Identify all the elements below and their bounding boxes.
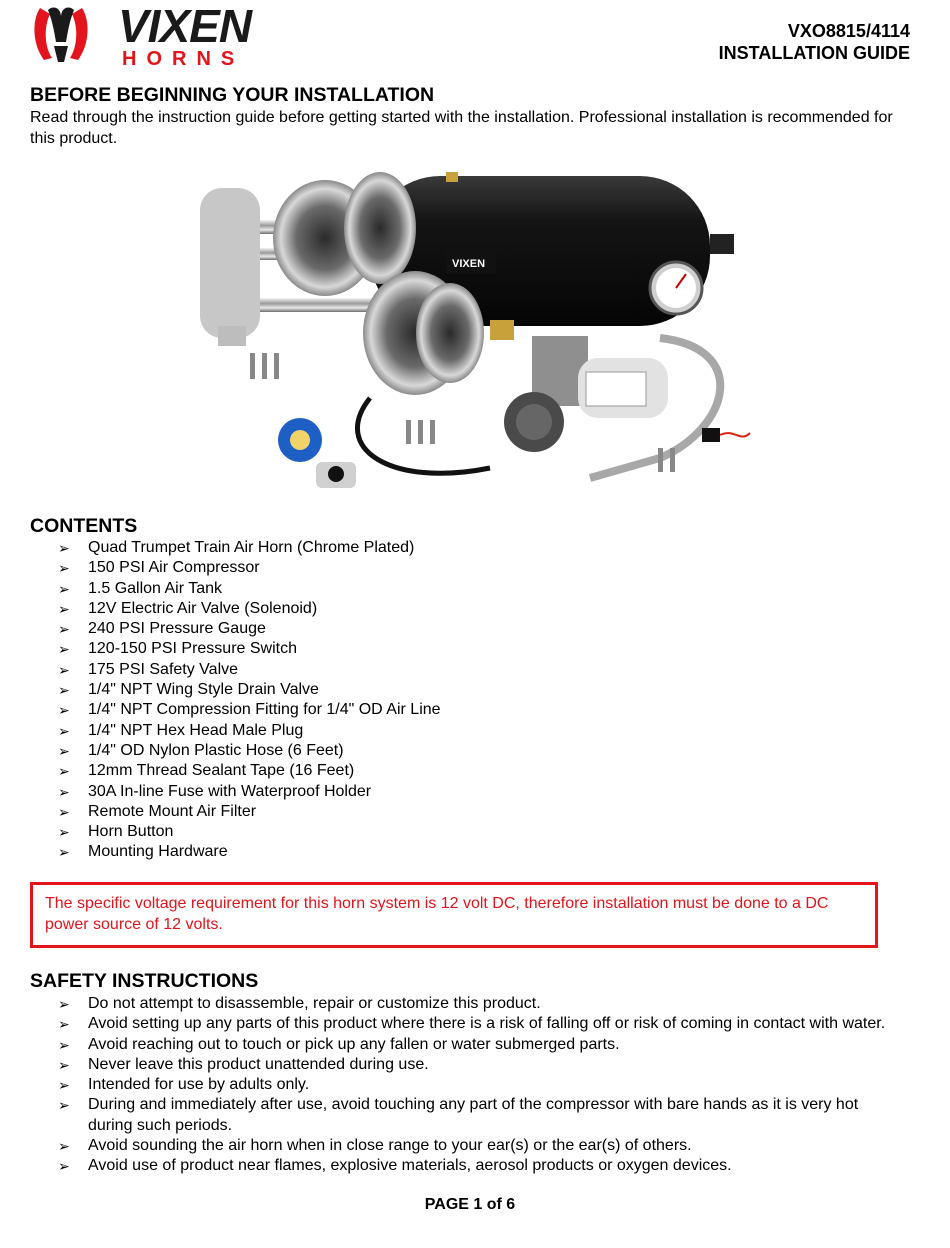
list-item: ➢ 1/4" NPT Hex Head Male Plug: [58, 721, 441, 741]
vixen-horns-logo: [30, 2, 282, 68]
list-item: ➢ Avoid sounding the air horn when in close range to your ear(s) or the ear(s) of others.: [58, 1136, 918, 1156]
arrowhead-bullet-icon: ➢: [58, 722, 70, 739]
arrowhead-bullet-icon: ➢: [58, 580, 70, 597]
list-item: ➢ Intended for use by adults only.: [58, 1075, 918, 1095]
list-item: ➢ 175 PSI Safety Valve: [58, 660, 441, 680]
inline-fuse-icon: [702, 428, 750, 442]
voltage-warning-box: [30, 882, 878, 948]
tank-label-text: VIXEN: [452, 258, 486, 270]
list-item: ➢ 30A In-line Fuse with Waterproof Holder: [58, 782, 441, 802]
arrowhead-bullet-icon: ➢: [58, 1036, 70, 1053]
arrowhead-bullet-icon: ➢: [58, 742, 70, 759]
list-item: ➢ Avoid setting up any parts of this product where there is a risk of falling off or risk of coming in contact with water.: [58, 1014, 918, 1034]
before-heading: BEFORE BEGINNING YOUR INSTALLATION: [30, 84, 435, 106]
arrowhead-bullet-icon: ➢: [58, 1138, 70, 1155]
air-compressor: [504, 336, 668, 452]
product-photo: [190, 158, 760, 498]
list-item: ➢ Mounting Hardware: [58, 842, 441, 862]
list-item: ➢ 1/4" OD Nylon Plastic Hose (6 Feet): [58, 741, 441, 761]
arrowhead-bullet-icon: ➢: [58, 641, 70, 658]
arrowhead-bullet-icon: ➢: [58, 783, 70, 800]
list-item: ➢ Remote Mount Air Filter: [58, 802, 441, 822]
list-item: ➢ 1/4" NPT Compression Fitting for 1/4" OD Air Line: [58, 700, 441, 720]
arrowhead-bullet-icon: ➢: [58, 803, 70, 820]
safety-heading: SAFETY INSTRUCTIONS: [30, 970, 259, 992]
list-item: ➢ Horn Button: [58, 822, 441, 842]
logo-word-top: VIXEN: [118, 2, 252, 52]
logo-word-bottom: HORNS: [122, 48, 245, 68]
list-item: ➢ During and immediately after use, avoid touching any part of the compressor with bare hands as it is very hot during such periods.: [58, 1096, 859, 1134]
list-item: ➢ 120-150 PSI Pressure Switch: [58, 639, 441, 659]
arrowhead-bullet-icon: ➢: [58, 560, 70, 577]
tank-brand-label: [446, 250, 496, 274]
document-title: INSTALLATION GUIDE: [718, 43, 910, 63]
arrowhead-bullet-icon: ➢: [58, 996, 70, 1012]
list-item: ➢ Avoid reaching out to touch or pick up any fallen or water submerged parts.: [58, 1035, 918, 1055]
before-text: Read through the instruction guide before getting started with the installation. Professional installation is recommended for this product.: [30, 109, 893, 147]
sealant-tape-icon: [278, 418, 322, 462]
arrowhead-bullet-icon: ➢: [58, 540, 70, 556]
arrowhead-bullet-icon: ➢: [58, 1056, 70, 1073]
arrowhead-bullet-icon: ➢: [58, 824, 70, 841]
arrowhead-bullet-icon: ➢: [58, 600, 70, 617]
list-item: ➢ Avoid use of product near flames, explosive materials, aerosol products or oxygen devices.: [58, 1156, 918, 1176]
document-header: [719, 20, 910, 64]
list-item: ➢ 12mm Thread Sealant Tape (16 Feet): [58, 761, 441, 781]
model-number: VXO8815/4114: [787, 21, 910, 41]
arrowhead-bullet-icon: ➢: [58, 1077, 70, 1094]
list-item: ➢ Do not attempt to disassemble, repair or customize this product.: [58, 994, 918, 1014]
arrowhead-bullet-icon: ➢: [58, 1158, 70, 1175]
list-item: ➢ 1.5 Gallon Air Tank: [58, 579, 441, 599]
arrowhead-bullet-icon: ➢: [58, 763, 70, 780]
contents-list: [58, 538, 441, 863]
arrowhead-bullet-icon: ➢: [58, 1016, 70, 1033]
horn-button-icon: [316, 462, 356, 488]
list-item: ➢ 1/4" NPT Wing Style Drain Valve: [58, 680, 441, 700]
arrowhead-bullet-icon: ➢: [58, 844, 70, 861]
list-item: ➢ 150 PSI Air Compressor: [58, 558, 441, 578]
page-number: PAGE 1 of 6: [424, 1196, 516, 1213]
horn-emblem-icon: [34, 8, 87, 62]
arrowhead-bullet-icon: ➢: [58, 702, 70, 719]
arrowhead-bullet-icon: ➢: [58, 661, 70, 678]
list-item: ➢ 12V Electric Air Valve (Solenoid): [58, 599, 441, 619]
arrowhead-bullet-icon: ➢: [58, 1097, 70, 1114]
safety-list: [58, 994, 918, 1177]
list-item: ➢ Never leave this product unattended during use.: [58, 1055, 918, 1075]
arrowhead-bullet-icon: ➢: [58, 682, 70, 699]
arrowhead-bullet-icon: ➢: [58, 621, 70, 638]
contents-heading: CONTENTS: [30, 515, 138, 537]
list-item: ➢ Quad Trumpet Train Air Horn (Chrome Plated): [58, 538, 441, 558]
pressure-gauge-icon: [650, 262, 702, 314]
list-item: ➢ 240 PSI Pressure Gauge: [58, 619, 441, 639]
voltage-warning-text: The specific voltage requirement for this horn system is 12 volt DC, therefore installation must be done to a DC power source of 12 volts.: [45, 895, 829, 933]
